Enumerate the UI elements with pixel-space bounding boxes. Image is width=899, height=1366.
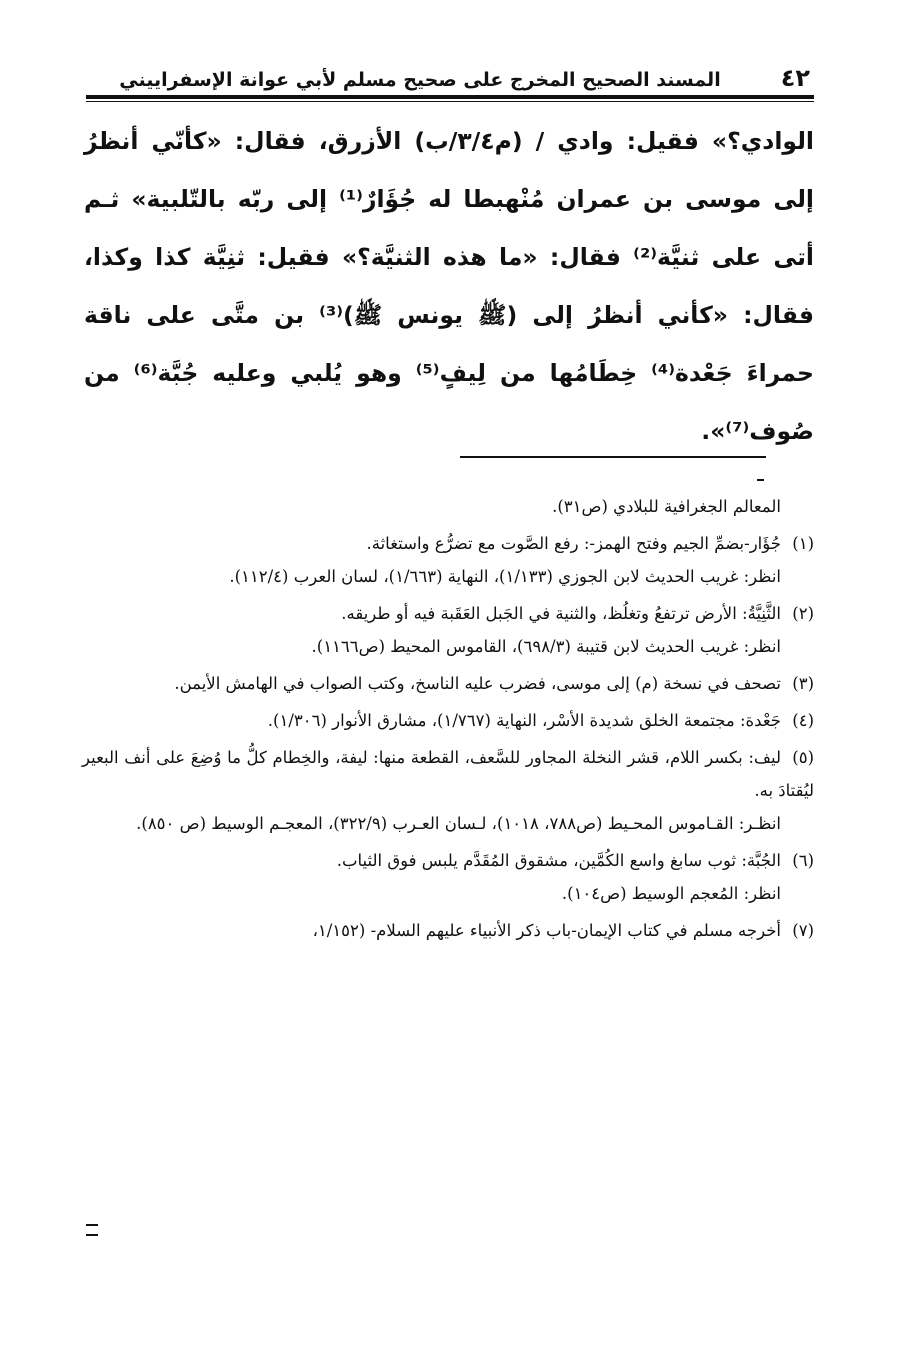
footnote-text: جُؤَار-بضمِّ الجيم وفتح الهمز-: رفع الصَّوت مع تضرُّع واستغاثة. [366, 534, 781, 553]
footnote-6 [82, 844, 814, 910]
footnote-reference: انظر: المُعجم الوسيط (ص١٠٤). [561, 884, 781, 903]
footnote-text: الجُبَّة: ثوب سابغ واسع الكُمَّين، مشقوق المُقَدَّم يلبس فوق الثياب. [336, 851, 781, 870]
hadith-text: الوادي؟» فقيل: وادي / (م٣/٤/ب) الأزرق، فقال: «كأنّي أنظرُ إلى موسى بن عمران مُنْهبطا له جُؤَارٌ⁽¹⁾ إلى ربّه بالتّلبية» ثـم أتى على ثنيَّة⁽²⁾ فقال: «ما هذه الثنيَّة؟» فقيل: ثنِيَّة كذا وكذا، فقال: «كأني أنظرُ إلى (ﷺ يونس ﷺ)⁽³⁾ بن متَّى على ناقة حمراءَ جَعْدة⁽⁴⁾ خِطَامُها من لِيفٍ⁽⁵⁾ وهو يُلبي وعليه جُبَّة⁽⁶⁾ من صُوف⁽⁷⁾». [84, 127, 815, 445]
footnote-number: (٢) [792, 604, 814, 623]
footnote-text: جَعْدة: مجتمعة الخلق شديدة الأسْر، النهاية (١/٧٦٧)، مشارق الأنوار (١/٣٠٦). [267, 711, 781, 730]
footnote-text: تصحف في نسخة (م) إلى موسى، فضرب عليه الناسخ، وكتب الصواب في الهامش الأيمن. [174, 674, 781, 693]
page-number: ٤٢ [780, 64, 810, 92]
footnote-number: (٦) [792, 851, 814, 870]
page-header [86, 64, 814, 94]
footnote-text: الثَّنِيَّةُ: الأرض ترتفعُ وتغلُظ، والثنية في الجَبل العَقَبة فيه أو طريقه. [341, 604, 781, 623]
footnote-4 [82, 704, 814, 737]
footnote-continues-mark [86, 1224, 98, 1236]
footnotes [82, 490, 814, 951]
footnote-number: (٣) [792, 674, 814, 693]
footnote-number: (٥) [792, 748, 814, 767]
footnote-1 [82, 527, 814, 593]
footnote-5 [82, 741, 814, 840]
footnote-continuation-mark [757, 479, 764, 481]
footnote-7 [82, 914, 814, 947]
footnote-reference: انظر: غريب الحديث لابن الجوزي (١/١٣٣)، النهاية (١/٦٦٣)، لسان العرب (١١٢/٤). [229, 567, 781, 586]
footnote-reference: انظر: غريب الحديث لابن قتيبة (٦٩٨/٣)، القاموس المحيط (ص١١٦٦). [311, 637, 781, 656]
header-rule-thin [86, 101, 814, 102]
footnote-reference: انظـر: القـاموس المحـيط (ص٧٨٨، ١٠١٨)، لـسان العـرب (٣٢٢/٩)، المعجـم الوسيط (ص ٨٥٠). [136, 814, 781, 833]
running-title: المسند الصحيح المخرج على صحيح مسلم لأبي عوانة الإسفراييني [119, 69, 721, 91]
footnote-separator [460, 456, 766, 458]
footnote-number: (٧) [792, 921, 814, 940]
footnote-number: (١) [792, 534, 814, 553]
header-rule-thick [86, 95, 814, 99]
footnote-2 [82, 597, 814, 663]
footnote-3 [82, 667, 814, 700]
footnote-carryover: المعالم الجغرافية للبلادي (ص٣١). [552, 497, 781, 516]
footnote-text: ليف: بكسر اللام، قشر النخلة المجاور للسَّعف، القطعة منها: ليفة، والخِطام كلُّ ما وُضِعَ على أنف البعير ليُقتادَ به. [82, 748, 814, 800]
footnote-text: أخرجه مسلم في كتاب الإيمان-باب ذكر الأنبياء عليهم السلام- (١/١٥٢، [312, 921, 781, 940]
footnote-number: (٤) [792, 711, 814, 730]
